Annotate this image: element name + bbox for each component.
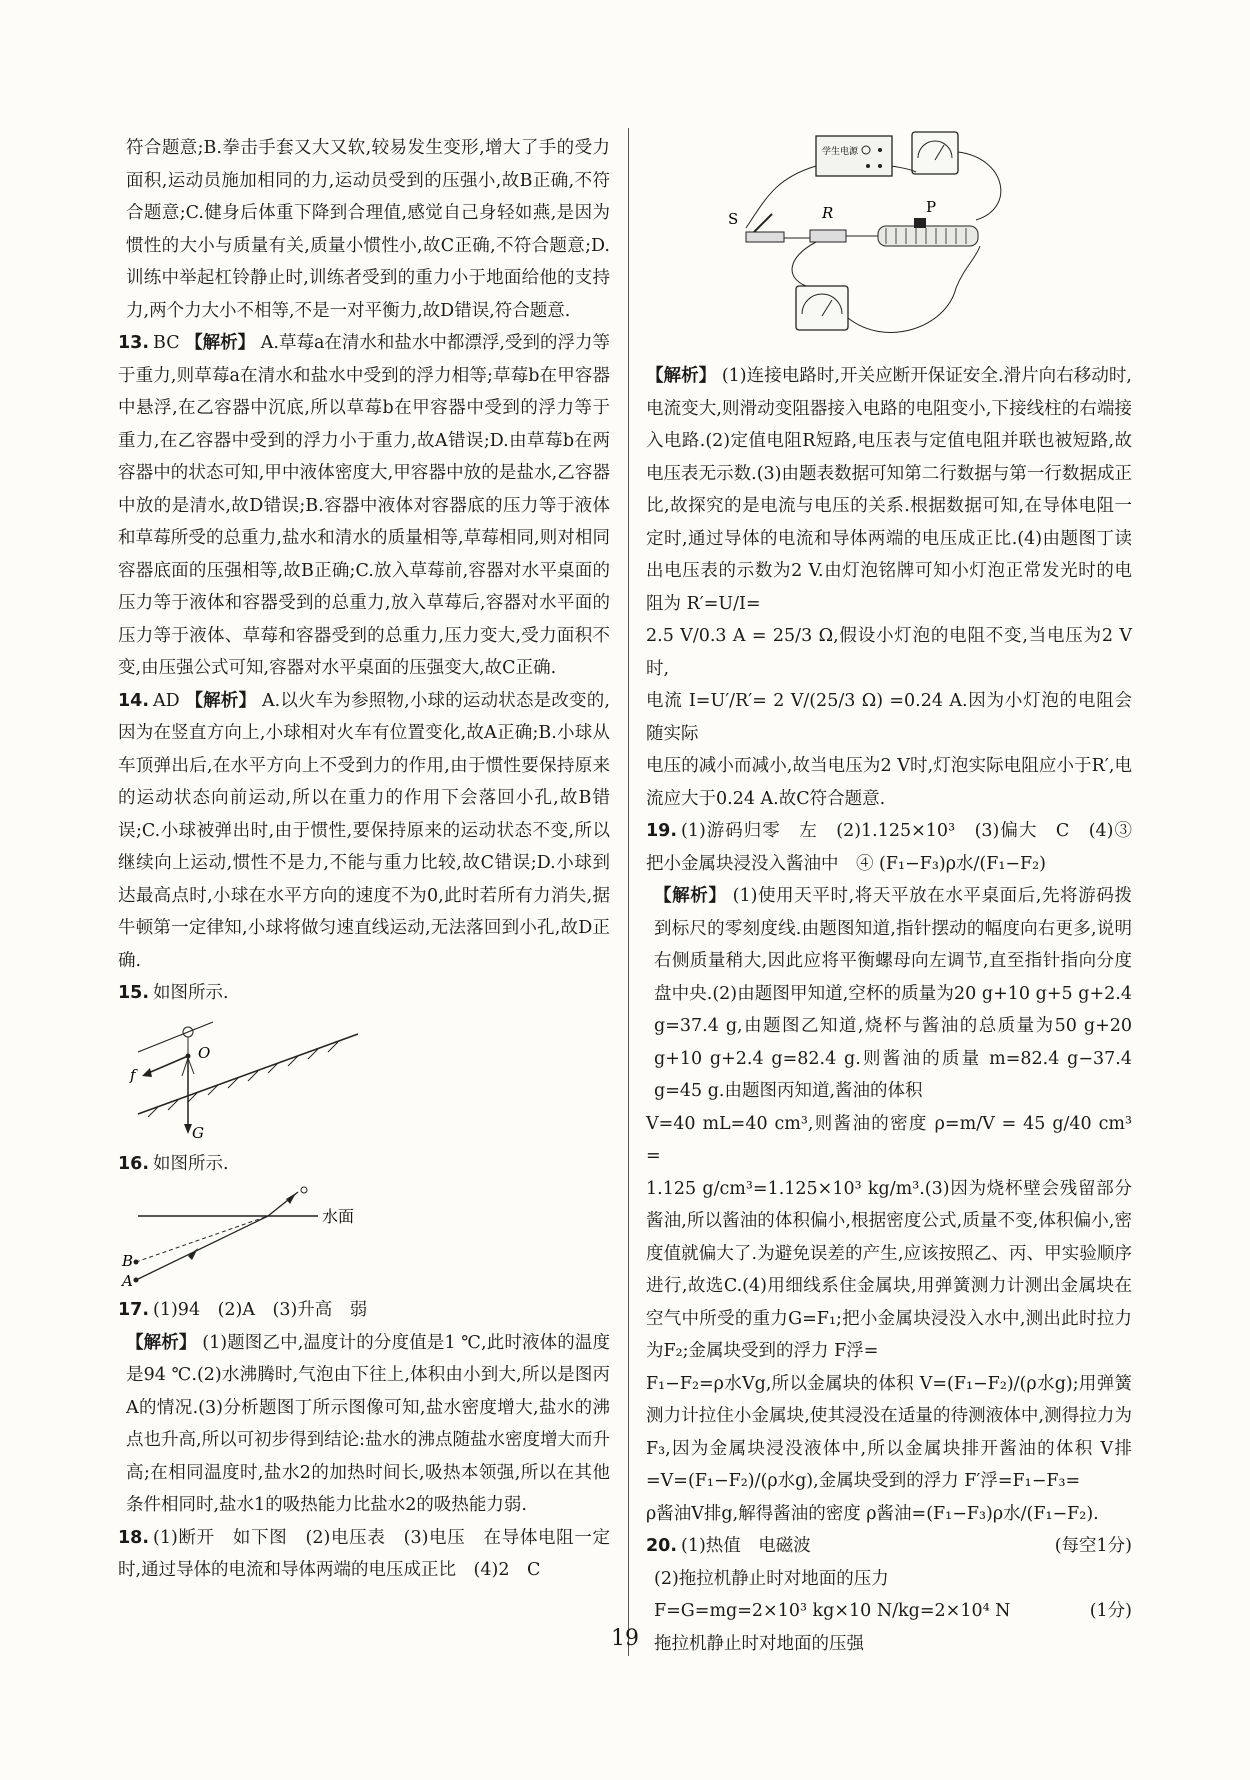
q15-text: 如图所示. <box>153 983 229 1003</box>
left-column <box>118 132 610 1587</box>
question-19 <box>646 815 1132 880</box>
q19-number: 19. <box>646 821 678 841</box>
q18-text-c: 电流 I=U′/R′= 2 V/(25/3 Ω) =0.24 A.因为小灯泡的电阻会随实际 <box>646 691 1132 744</box>
question-18 <box>118 1522 610 1587</box>
q15-force-diagram <box>118 1014 378 1142</box>
question-14 <box>118 685 610 978</box>
q19-text-e: ρ酱油V排g,解得酱油的密度 ρ酱油=(F₁−F₃)ρ水/(F₁−F₂). <box>646 1503 1099 1524</box>
question-15 <box>118 977 610 1010</box>
q15-label-f: f <box>130 1065 136 1084</box>
circuit-label-p: P <box>926 198 937 216</box>
question-13 <box>118 327 610 685</box>
question-16 <box>118 1148 610 1181</box>
q18-analysis <box>646 360 1132 620</box>
q15-number: 15. <box>118 983 150 1003</box>
q20-line3: F=G=mg=2×10³ kg×10 N/kg=2×10⁴ N <box>654 1601 1011 1621</box>
circuit-supply-label: 学生电源 <box>822 147 859 157</box>
q13-analysis-tag: 【解析】 <box>185 333 256 353</box>
q17-answer: (1)94 (2)A (3)升高 弱 <box>153 1300 368 1320</box>
q19-answer: (1)游码归零 左 (2)1.125×10³ (3)偏大 C (4)③把小金属块浸没入酱油中 ④ (F₁−F₃)ρ水/(F₁−F₂) <box>646 821 1132 874</box>
q14-analysis-tag: 【解析】 <box>185 690 257 711</box>
q17-number: 17. <box>118 1300 150 1320</box>
q18-circuit-figure <box>646 128 1132 356</box>
q18-text-d: 电压的减小而减小,故当电压为2 V时,灯泡实际电阻应小于R′,电流应大于0.24 A.故C符合题意. <box>646 756 1132 809</box>
q14-text: A.以火车为参照物,小球的运动状态是改变的,因为在竖直方向上,小球相对火车有位置变化,故A正确;B.小球从车顶弹出后,在水平方向上不受到力的作用,由于惯性要保持原来的运动状态向前运动,所以在重力的作用下会落回小孔,故B错误;C.小球被弹出时,由于惯性,要保持原来的运动状态不变,所以继续向上运动,惯性不是力,不能与重力比较,故C错误;D.小球到达最高点时,小球在水平方向的速度不为0,此时若所有力消失,据牛顿第一定律知,小球将做匀速直线运动,无法落回到小孔,故D正确. <box>118 690 610 971</box>
q16-label-a: A <box>122 1272 133 1288</box>
question-17 <box>118 1294 610 1327</box>
page-number: 19 <box>611 1626 639 1651</box>
q19-text-b: V=40 mL=40 cm³,则酱油的密度 ρ=m/V = 45 g/40 cm³ = <box>646 1113 1132 1166</box>
q20-score-2: (1分) <box>1089 1601 1132 1621</box>
q15-label-g: G <box>192 1123 204 1142</box>
q17-analysis-tag: 【解析】 <box>126 1332 197 1353</box>
q19-text-a: (1)使用天平时,将天平放在水平桌面后,先将游码拨到标尺的零刻度线.由题图知道,指针摆动的幅度向右更多,说明右侧质量稍大,因此应将平衡螺母向左调节,直至指针指向分度盘中央.(2)由题图甲知道,空杯的质量为20 g+10 g+5 g+2.4 g=37.4 g,由题图乙知道,烧杯与酱油的总质量为50 g+20 g+10 g+2.4 g=82.4 g.则酱油的质量 m=82.4 g−37.4 g=45 g.由题图丙知道,酱油的体积 <box>654 886 1132 1101</box>
circuit-label-s: S <box>728 210 739 228</box>
q16-text: 如图所示. <box>153 1153 229 1174</box>
q13-answer: BC <box>153 333 180 353</box>
q20-line3-wrap <box>646 1595 1132 1628</box>
q17-text: (1)题图乙中,温度计的分度值是1 ℃,此时液体的温度是94 ℃.(2)水沸腾时,气泡由下往上,体积由小到大,所以是图丙A的情况.(3)分析题图丁所示图像可知,盐水密度增大,盐水的沸点也升高,所以可初步得到结论:盐水的沸点随盐水密度增大而升高;在相同温度时,盐水2的加热时间长,吸热本领强,所以在其他条件相同时,盐水1的吸热能力比盐水2的吸热能力弱. <box>126 1332 611 1515</box>
q19-analysis-tag: 【解析】 <box>654 886 727 906</box>
circuit-label-r: R <box>822 204 834 222</box>
q18-analysis-tag: 【解析】 <box>646 366 717 386</box>
q16-label-b: B <box>122 1252 134 1270</box>
q20-score-1: (每空1分) <box>1054 1536 1132 1556</box>
q20-line1: (1)热值 电磁波 <box>681 1536 811 1556</box>
q18-answer: (1)断开 如下图 (2)电压表 (3)电压 在导体电阻一定时,通过导体的电流和导体两端的电压成正比 (4)2 C <box>118 1527 610 1580</box>
q20-line4: 拖拉机静止时对地面的压强 <box>654 1633 864 1654</box>
q13-number: 13. <box>118 333 150 353</box>
q19-text-d: F₁−F₂=ρ水Vg,所以金属块的体积 V=(F₁−F₂)/(ρ水g);用弹簧测力计拉住小金属块,使其浸没在适量的待测液体中,测得拉力为F₃,因为金属块浸没液体中,所以金属块排开酱油的体积 V排=V=(F₁−F₂)/(ρ水g),金属块受到的浮力 F′浮=F₁−F₃= <box>646 1373 1132 1491</box>
q17-analysis <box>118 1327 610 1522</box>
column-divider <box>628 128 629 1656</box>
q16-number: 16. <box>118 1153 150 1174</box>
q20-number: 20. <box>646 1536 678 1556</box>
q18-text-b: 2.5 V/0.3 A = 25/3 Ω,假设小灯泡的电阻不变,当电压为2 V时, <box>646 626 1132 679</box>
q16-refraction-diagram <box>118 1184 378 1288</box>
q18-text-a: (1)连接电路时,开关应断开保证安全.滑片向右移动时,电流变大,则滑动变阻器接入电路的电阻变小,下接线柱的右端接入电路.(2)定值电阻R短路,电压表与定值电阻并联也被短路,故电压表无示数.(3)由题表数据可知第二行数据与第一行数据成正比,故探究的是电流与电压的关系.根据数据可知,在导体电阻一定时,通过导体的电流和导体两端的电压成正比.(4)由题图丁读出电压表的示数为2 V.由灯泡铭牌可知小灯泡正常发光时的电阻为 R′=U/I= <box>646 366 1132 614</box>
q16-label-water: 水面 <box>322 1207 355 1226</box>
q19-analysis <box>646 880 1132 1108</box>
q14-number: 14. <box>118 690 150 711</box>
q19-text-c: 1.125 g/cm³=1.125×10³ kg/m³.(3)因为烧杯壁会残留部分酱油,所以酱油的体积偏小,根据密度公式,质量不变,体积偏小,密度值就偏大了.为避免误差的产生,应该按照乙、丙、甲实验顺序进行,故选C.(4)用细线系住金属块,用弹簧测力计测出金属块在空气中所受的重力G=F₁;把小金属块浸没入水中,测出此时拉力为F₂;金属块受到的浮力 F浮= <box>646 1178 1132 1361</box>
q18-number: 18. <box>118 1527 150 1548</box>
q12-continuation: 符合题意;B.拳击手套又大又软,较易发生变形,增大了手的受力面积,运动员施加相同的力,运动员受到的压强小,故B正确,不符合题意;C.健身后体重下降到合理值,感觉自己身轻如燕,是因为惯性的大小与质量有关,质量小惯性小,故C正确,不符合题意;D.训练中举起杠铃静止时,训练者受到的重力小于地面给他的支持力,两个力大小不相等,不是一对平衡力,故D错误,符合题意. <box>126 138 610 321</box>
q15-label-o: O <box>198 1043 211 1062</box>
question-20 <box>646 1530 1132 1563</box>
q13-text: A.草莓a在清水和盐水中都漂浮,受到的浮力等于重力,则草莓a在清水和盐水中受到的浮力相等;草莓b在甲容器中悬浮,在乙容器中沉底,所以草莓b在甲容器中受到的浮力等于重力,在乙容器中受到的浮力小于重力,故A错误;D.由草莓b在两容器中的状态可知,甲中液体密度大,甲容器中放的是盐水,乙容器中放的是清水,故D错误;B.容器中液体对容器底的压力等于液体和草莓所受的总重力,盐水和清水的质量相等,草莓相同,则对相同容器底面的压强相等,故B正确;C.放入草莓前,容器对水平桌面的压力等于液体和容器受到的总重力,放入草莓后,容器对水平面的压力等于液体、草莓和容器受到的总重力,压力变大,受力面积不变,由压强公式可知,容器对水平桌面的压强变大,故C正确. <box>118 333 610 678</box>
q20-line2: (2)拖拉机静止时对地面的压力 <box>654 1568 889 1589</box>
q14-answer: AD <box>153 690 180 711</box>
right-column <box>646 128 1132 1660</box>
